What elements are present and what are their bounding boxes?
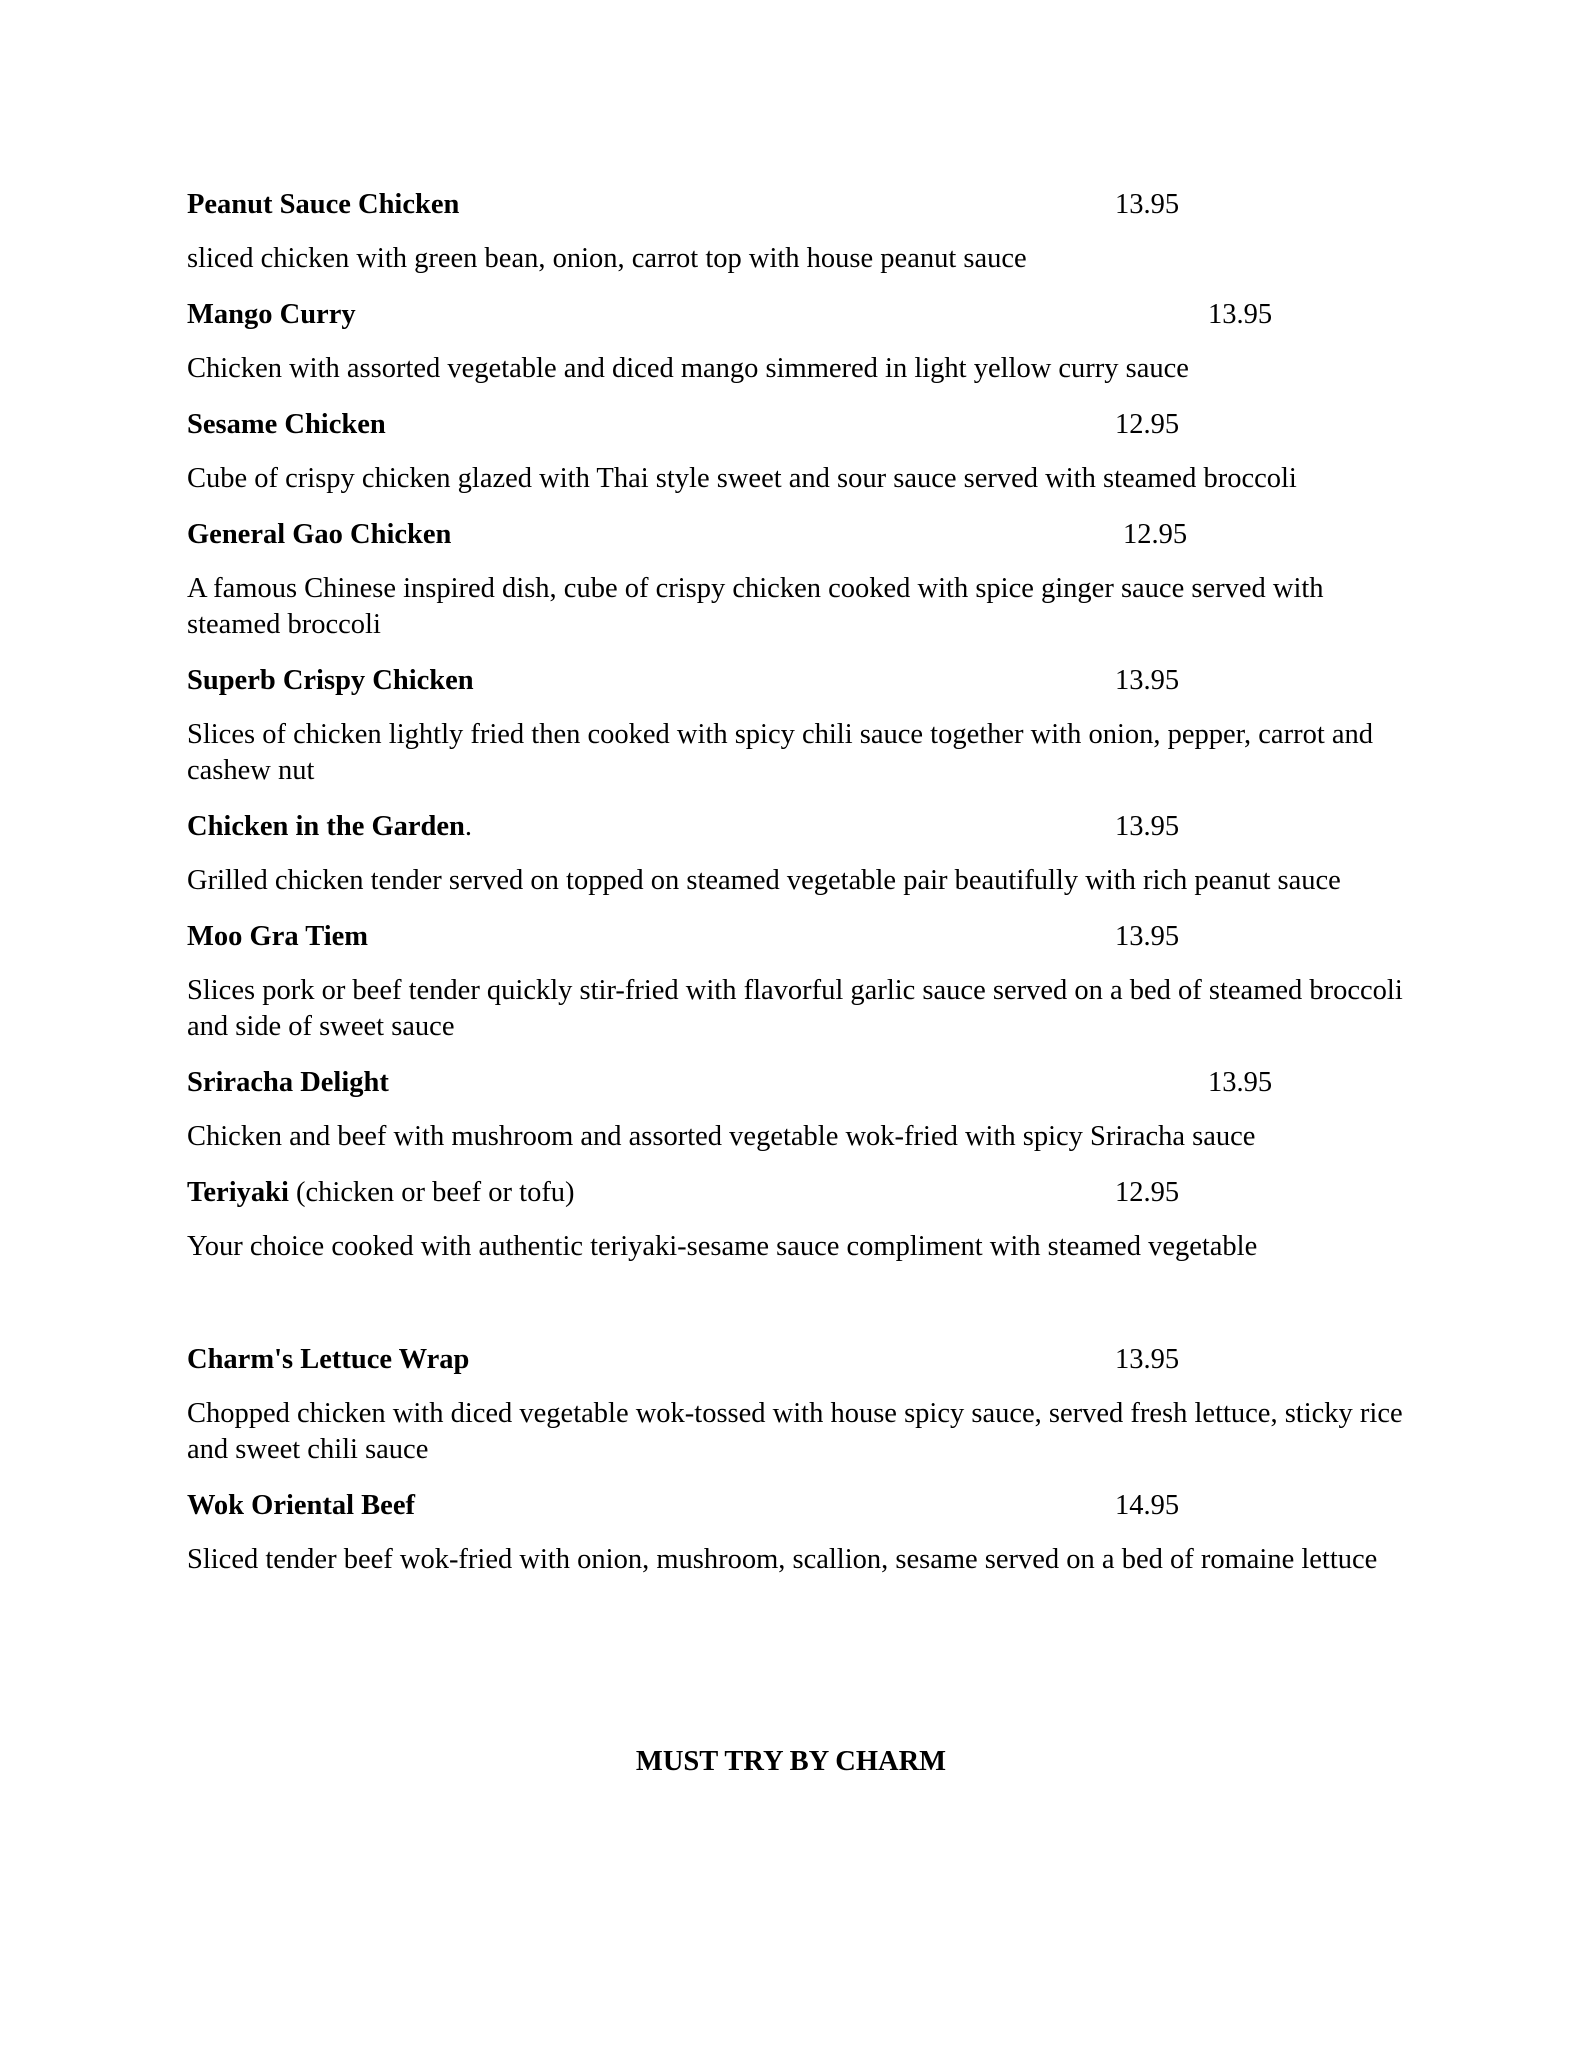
item-description: A famous Chinese inspired dish, cube of crispy chicken cooked with spice ginger sauce served with steamed broccoli <box>187 573 1324 640</box>
item-description: Chicken with assorted vegetable and diced mango simmered in light yellow curry sauce <box>187 353 1189 384</box>
menu-item <box>187 1486 1407 1578</box>
menu-item <box>187 807 1407 899</box>
item-name: Superb Crispy Chicken <box>187 665 474 696</box>
item-name-suffix: (chicken or beef or tofu) <box>288 1177 575 1208</box>
item-price: 12.95 <box>1115 409 1180 440</box>
item-price: 13.95 <box>1115 665 1180 696</box>
item-name: Sriracha Delight <box>187 1067 389 1098</box>
item-price: 13.95 <box>1115 1344 1180 1375</box>
item-description: Chicken and beef with mushroom and assorted vegetable wok-fried with spicy Sriracha sauce <box>187 1121 1256 1152</box>
menu-item <box>187 295 1407 387</box>
item-name: Peanut Sauce Chicken <box>187 189 460 220</box>
menu-item <box>187 1063 1407 1155</box>
menu-item <box>187 405 1407 497</box>
item-name: Teriyaki <box>187 1177 289 1208</box>
item-name: Sesame Chicken <box>187 409 386 440</box>
item-name: Charm's Lettuce Wrap <box>187 1344 470 1375</box>
menu-item <box>187 1173 1407 1265</box>
item-name: General Gao Chicken <box>187 519 452 550</box>
item-price: 13.95 <box>1208 1067 1273 1098</box>
item-price: 12.95 <box>1123 519 1188 550</box>
menu-item <box>187 661 1407 789</box>
item-price: 13.95 <box>1208 299 1273 330</box>
item-name: Wok Oriental Beef <box>187 1490 415 1521</box>
item-name: Chicken in the Garden <box>187 811 465 842</box>
item-description: Slices of chicken lightly fried then cooked with spicy chili sauce together with onion, pepper, carrot and cashew nut <box>187 719 1374 786</box>
item-description: Your choice cooked with authentic teriyaki-sesame sauce compliment with steamed vegetable <box>187 1231 1258 1262</box>
item-name: Mango Curry <box>187 299 356 330</box>
item-price: 13.95 <box>1115 189 1180 220</box>
menu-item <box>187 515 1407 643</box>
menu-item <box>187 1340 1407 1468</box>
item-description: Grilled chicken tender served on topped on steamed vegetable pair beautifully with rich peanut sauce <box>187 865 1341 896</box>
section-title: MUST TRY BY CHARM <box>635 1746 947 1777</box>
menu-page <box>187 185 1407 1578</box>
item-price: 13.95 <box>1115 811 1180 842</box>
item-description: sliced chicken with green bean, onion, carrot top with house peanut sauce <box>187 243 1027 274</box>
menu-item <box>187 185 1407 277</box>
item-description: Cube of crispy chicken glazed with Thai style sweet and sour sauce served with steamed broccoli <box>187 463 1297 494</box>
item-price: 12.95 <box>1115 1177 1180 1208</box>
item-description: Chopped chicken with diced vegetable wok-tossed with house spicy sauce, served fresh lettuce, sticky rice and sweet chili sauce <box>187 1398 1403 1465</box>
item-price: 13.95 <box>1115 921 1180 952</box>
item-name-suffix: . <box>464 811 473 842</box>
item-name: Moo Gra Tiem <box>187 921 369 952</box>
item-price: 14.95 <box>1115 1490 1180 1521</box>
menu-item <box>187 917 1407 1045</box>
item-description: Slices pork or beef tender quickly stir-fried with flavorful garlic sauce served on a bed of steamed broccoli and side of sweet sauce <box>187 975 1403 1042</box>
item-description: Sliced tender beef wok-fried with onion, mushroom, scallion, sesame served on a bed of romaine lettuce <box>187 1544 1378 1575</box>
